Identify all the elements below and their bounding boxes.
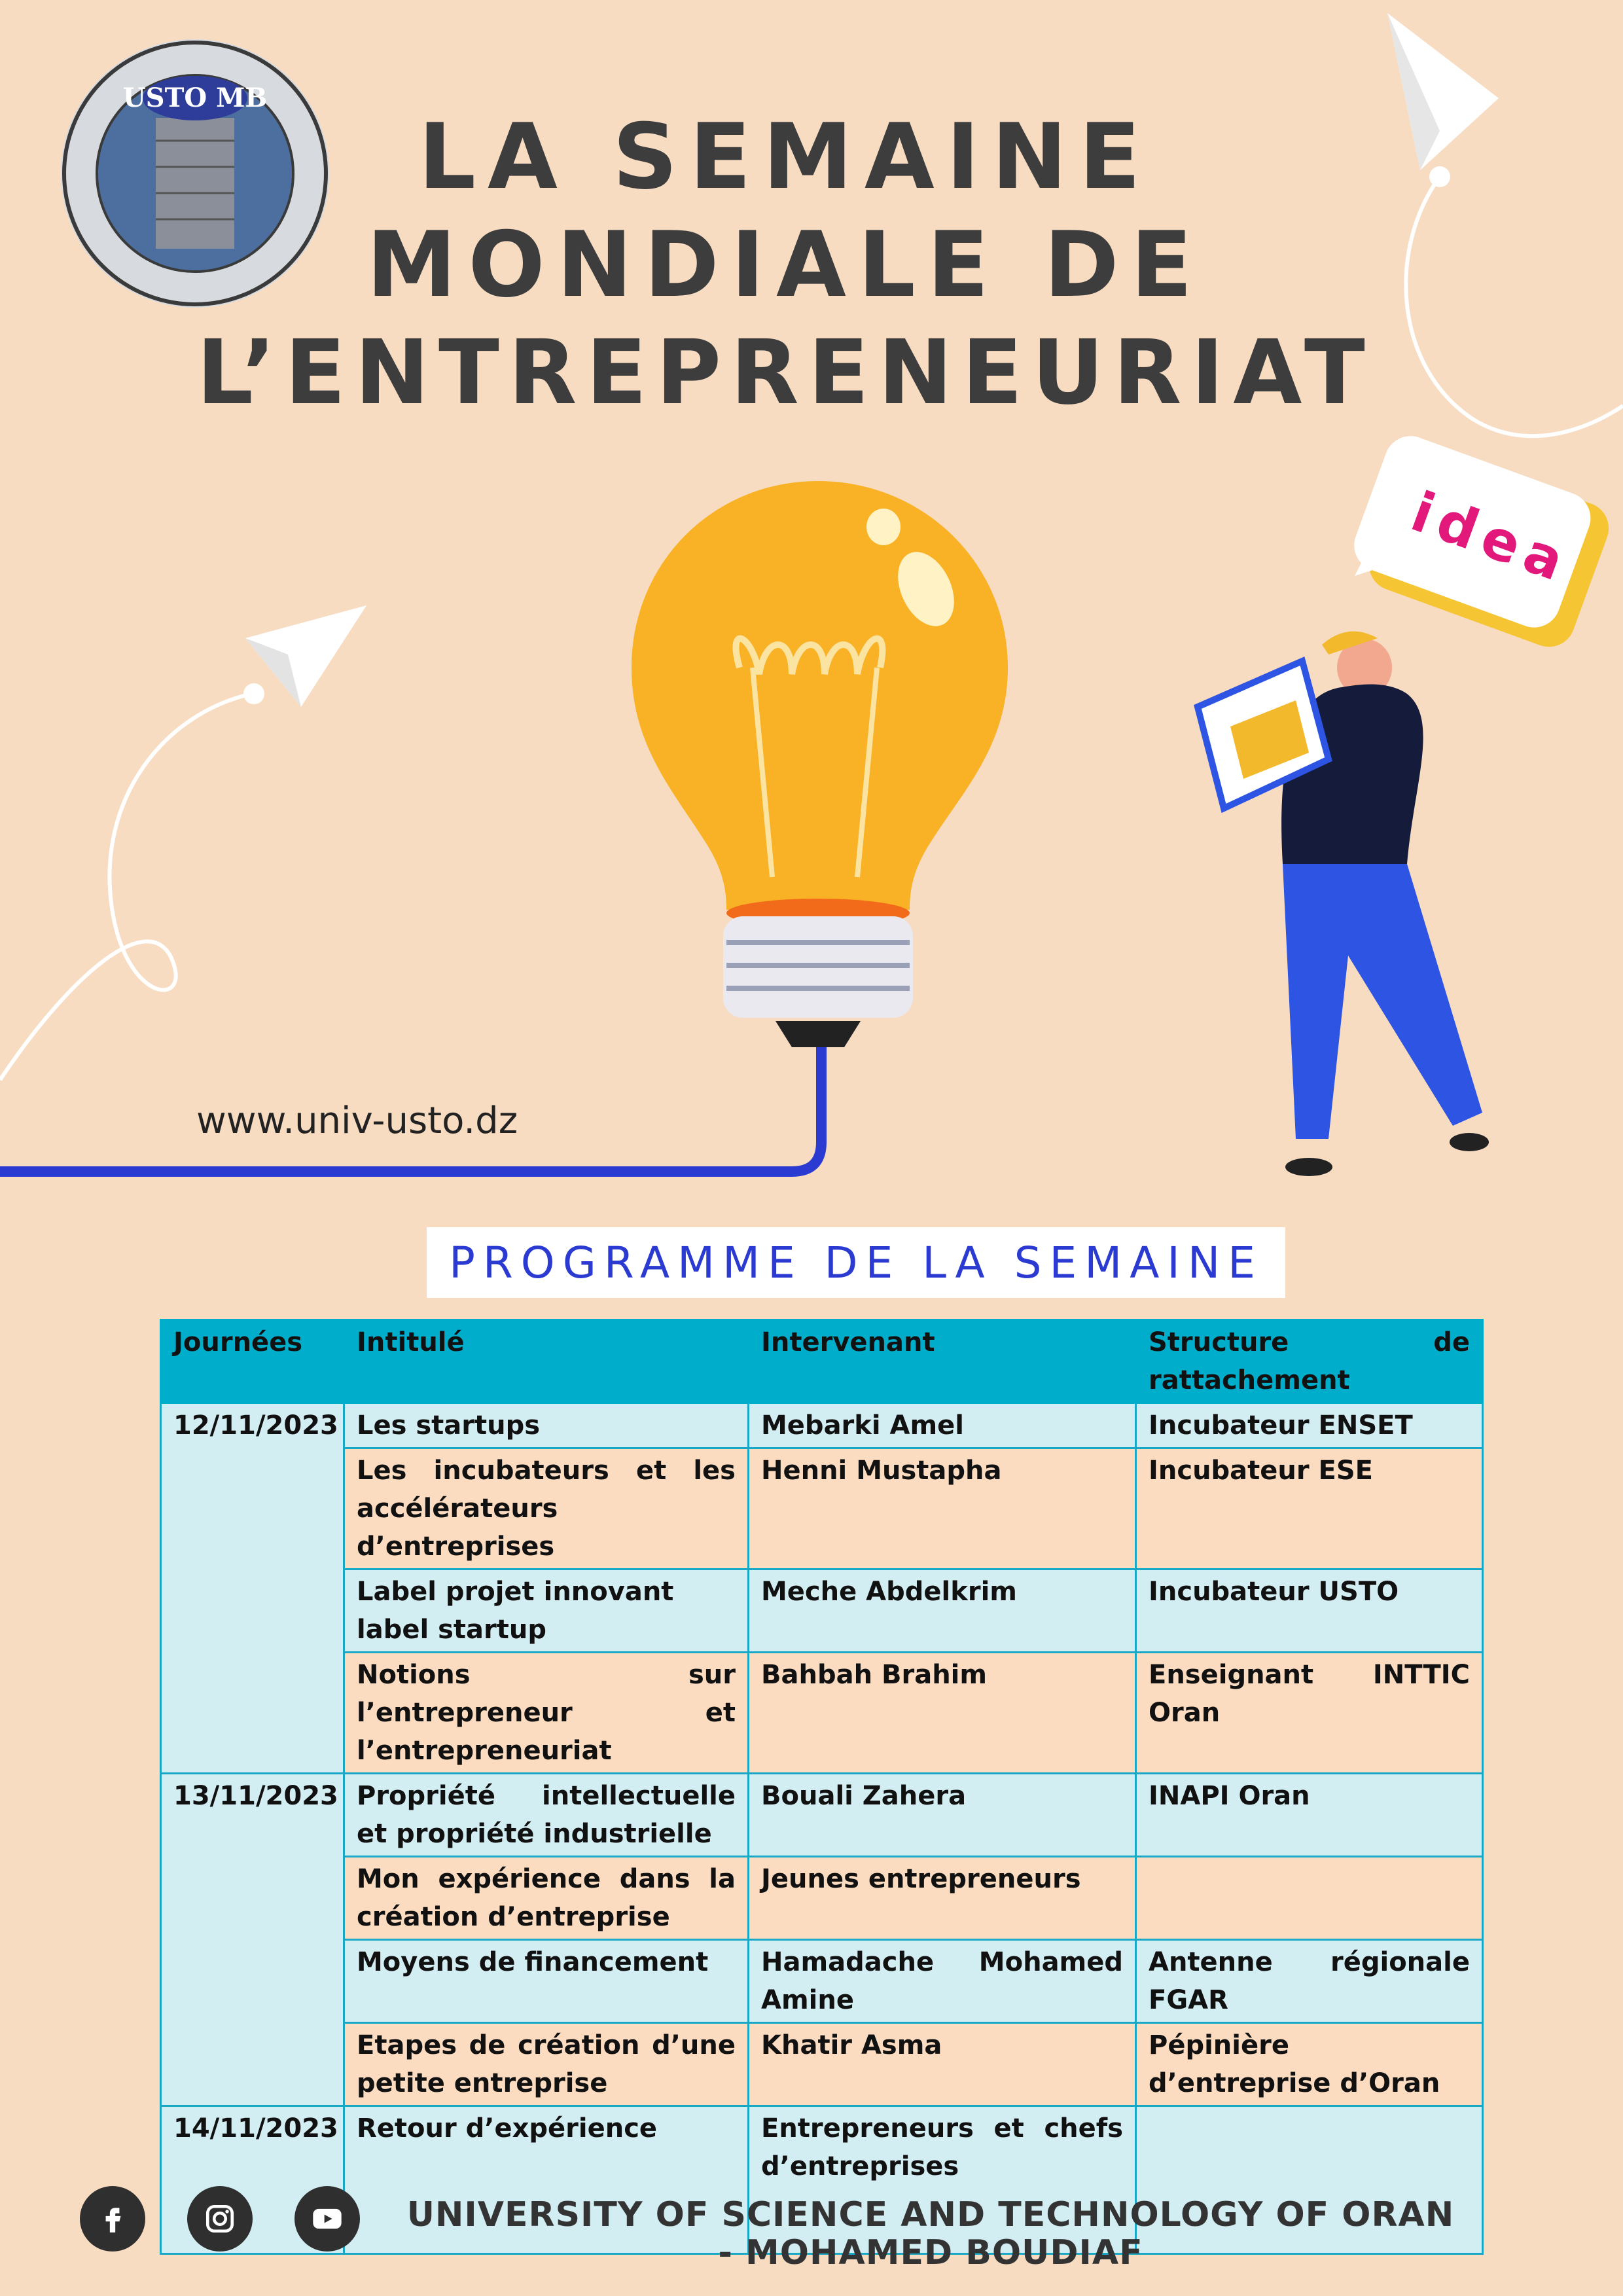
intitule-cell: Label projet innovant label startup bbox=[344, 1570, 749, 1653]
instagram-button[interactable] bbox=[187, 2186, 253, 2251]
idea-speech-bubble bbox=[1347, 429, 1616, 654]
table-row bbox=[161, 1448, 1483, 1570]
table-row bbox=[161, 2023, 1483, 2106]
footer-line-2: - MOHAMED BOUDIAF bbox=[718, 2233, 1143, 2272]
intervenant-cell: Meche Abdelkrim bbox=[749, 1570, 1136, 1653]
intervenant-cell: Henni Mustapha bbox=[749, 1448, 1136, 1570]
intervenant-cell: Hamadache Mohamed Amine bbox=[749, 1940, 1136, 2023]
instagram-icon bbox=[204, 2202, 236, 2235]
title-line-1: LA SEMAINE bbox=[418, 104, 1152, 209]
structure-cell: Incubateur ESE bbox=[1136, 1448, 1483, 1570]
intitule-cell: Notions sur l’entrepreneur et l’entrepreneuriat bbox=[344, 1653, 749, 1774]
intervenant-cell: Bouali Zahera bbox=[749, 1774, 1136, 1857]
program-title-box bbox=[427, 1227, 1285, 1298]
facebook-button[interactable] bbox=[80, 2186, 145, 2251]
youtube-icon bbox=[310, 2202, 344, 2236]
table-row bbox=[161, 1570, 1483, 1653]
date-cell: 12/11/2023 bbox=[161, 1403, 344, 1774]
column-header-journees: Journées bbox=[161, 1320, 344, 1403]
structure-cell: Enseignant INTTIC Oran bbox=[1136, 1653, 1483, 1774]
intitule-cell: Les incubateurs et les accélérateurs d’entreprises bbox=[344, 1448, 749, 1570]
structure-cell bbox=[1136, 1857, 1483, 1940]
structure-cell: Incubateur USTO bbox=[1136, 1570, 1483, 1653]
footer-line-1: UNIVERSITY OF SCIENCE AND TECHNOLOGY OF ORAN bbox=[406, 2195, 1455, 2234]
column-header-structure: Structure de rattachement bbox=[1136, 1320, 1483, 1403]
website-link[interactable]: www.univ-usto.dz bbox=[196, 1100, 518, 1142]
title-line-2: MONDIALE DE bbox=[366, 212, 1204, 317]
intitule-cell: Propriété intellectuelle et propriété industrielle bbox=[344, 1774, 749, 1857]
structure-cell: Pépinière d’entreprise d’Oran bbox=[1136, 2023, 1483, 2106]
intervenant-cell: Bahbah Brahim bbox=[749, 1653, 1136, 1774]
intervenant-cell: Entrepreneurs et chefs d’entreprises bbox=[749, 2106, 1136, 2254]
table-header-row bbox=[161, 1320, 1483, 1403]
program-table-wrapper bbox=[160, 1319, 1482, 2255]
column-header-intervenant: Intervenant bbox=[749, 1320, 1136, 1403]
intitule-cell: Moyens de financement bbox=[344, 1940, 749, 2023]
date-cell: 13/11/2023 bbox=[161, 1774, 344, 2106]
footer-university-name bbox=[374, 2196, 1487, 2272]
person-with-laptop-illustration bbox=[1198, 632, 1489, 1176]
table-row bbox=[161, 1403, 1483, 1448]
intervenant-cell: Khatir Asma bbox=[749, 2023, 1136, 2106]
column-header-intitule: Intitulé bbox=[344, 1320, 749, 1403]
intitule-cell: Les startups bbox=[344, 1403, 749, 1448]
intitule-cell: Etapes de création d’une petite entreprise bbox=[344, 2023, 749, 2106]
table-row bbox=[161, 1940, 1483, 2023]
intervenant-cell: Mebarki Amel bbox=[749, 1403, 1136, 1448]
structure-cell: INAPI Oran bbox=[1136, 1774, 1483, 1857]
program-title: PROGRAMME DE LA SEMAINE bbox=[449, 1237, 1263, 1288]
idea-text: idea bbox=[1403, 479, 1580, 596]
title-line-3: L’ENTREPRENEURIAT bbox=[196, 321, 1374, 425]
intervenant-cell: Jeunes entrepreneurs bbox=[749, 1857, 1136, 1940]
structure-cell: Incubateur ENSET bbox=[1136, 1403, 1483, 1448]
table-row bbox=[161, 1857, 1483, 1940]
light-bulb-icon bbox=[632, 481, 1008, 1047]
intitule-cell: Retour d’expérience bbox=[344, 2106, 749, 2254]
table-row bbox=[161, 1774, 1483, 1857]
flight-path-left bbox=[0, 694, 252, 1080]
date-cell: 14/11/2023 bbox=[161, 2106, 344, 2254]
logo-text: USTO MB bbox=[122, 82, 268, 113]
youtube-button[interactable] bbox=[294, 2186, 360, 2251]
table-row bbox=[161, 1653, 1483, 1774]
program-table bbox=[160, 1319, 1484, 2255]
intitule-cell: Mon expérience dans la création d’entreprise bbox=[344, 1857, 749, 1940]
facebook-icon bbox=[96, 2202, 129, 2235]
structure-cell: Antenne régionale FGAR bbox=[1136, 1940, 1483, 2023]
